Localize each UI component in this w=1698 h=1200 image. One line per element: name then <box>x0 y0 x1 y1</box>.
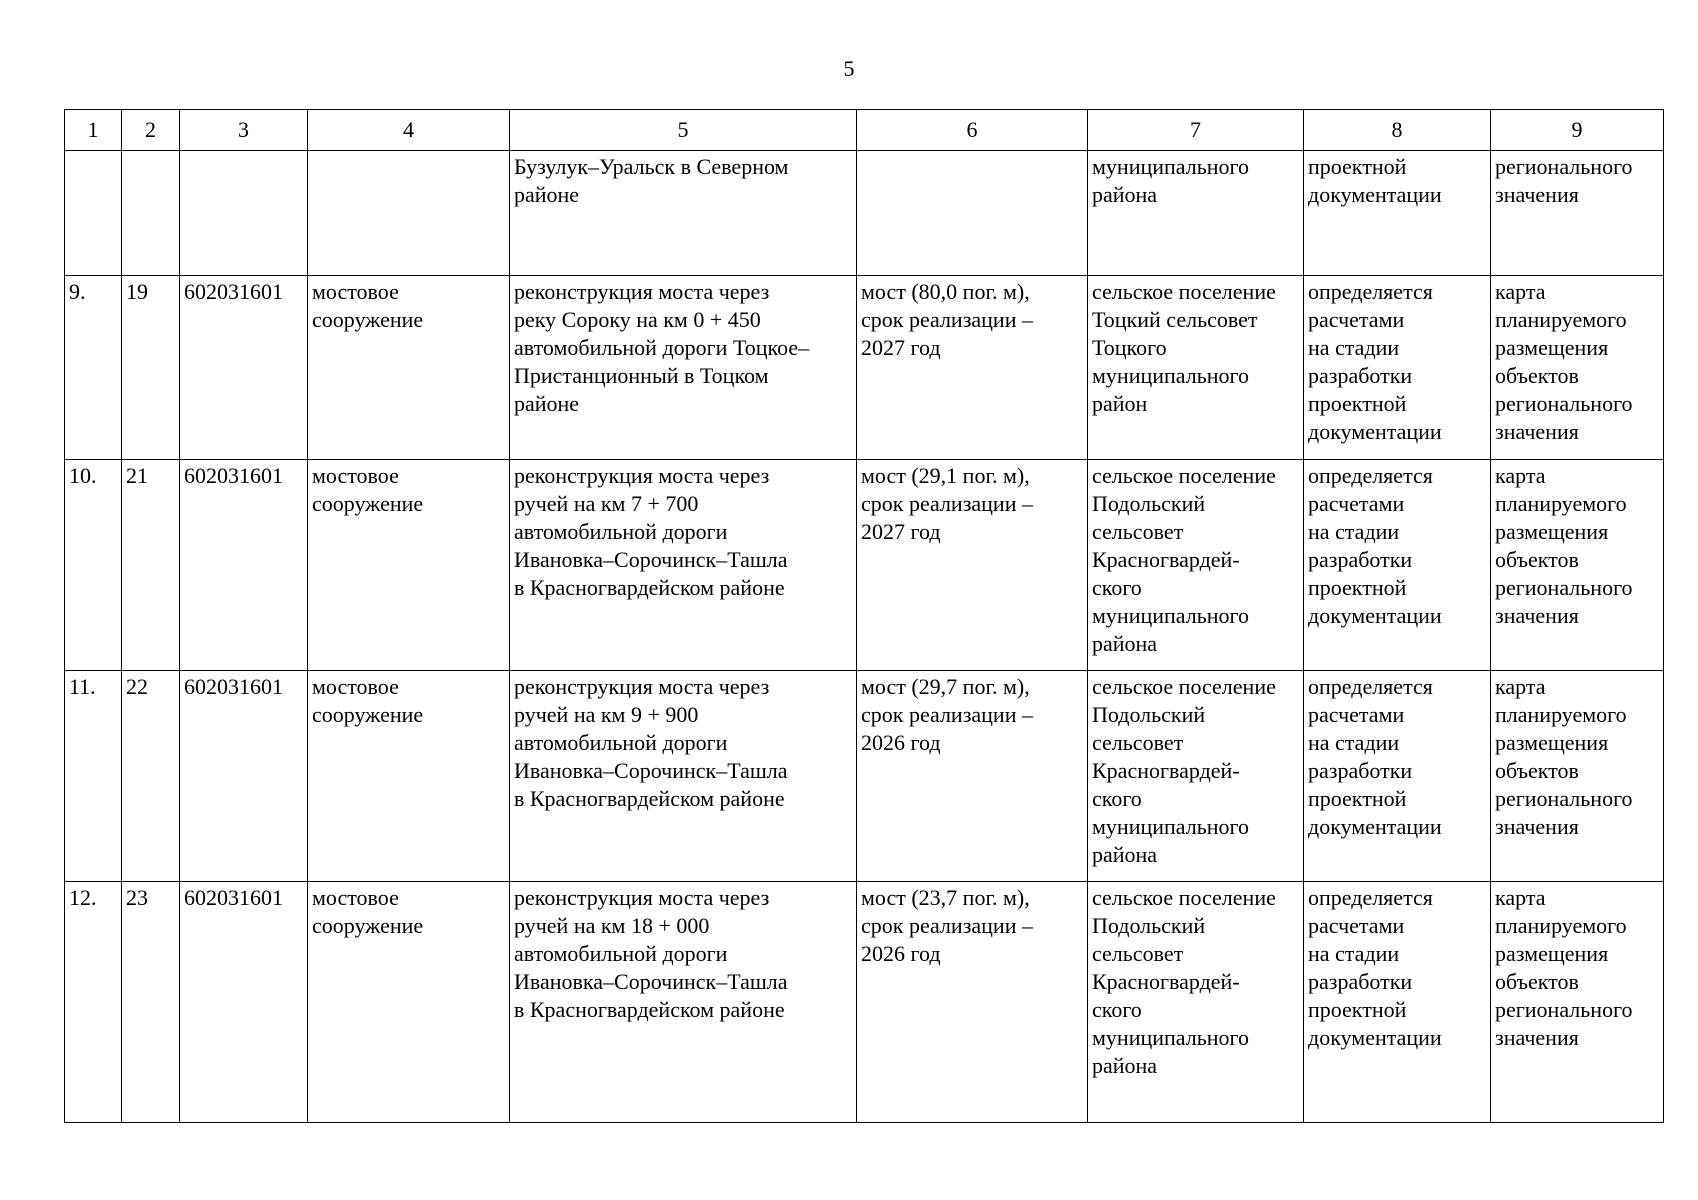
cell-item-number: 19 <box>122 276 180 460</box>
cell-row-number: 9. <box>65 276 122 460</box>
cell-zone: определяется расчетами на стадии разработки проектной документации <box>1304 882 1491 1123</box>
table-row <box>65 276 1664 460</box>
cell-map: карта планируемого размещения объектов регионального значения <box>1491 460 1664 671</box>
cell-location: сельское поселение Подольский сельсовет Красногвардей- ского муниципального района <box>1088 460 1304 671</box>
cell-item-number: 23 <box>122 882 180 1123</box>
cell-map: карта планируемого размещения объектов регионального значения <box>1491 882 1664 1123</box>
column-number-header: 5 <box>510 110 857 151</box>
column-number-header: 8 <box>1304 110 1491 151</box>
cell-description: реконструкция моста через ручей на км 18 + 000 автомобильной дороги Ивановка–Сорочинск–Ташла в Красногвардейском районе <box>510 882 857 1123</box>
cell-location: сельское поселение Подольский сельсовет Красногвардей- ского муниципального района <box>1088 671 1304 882</box>
column-number-header: 2 <box>122 110 180 151</box>
column-number-header: 3 <box>180 110 308 151</box>
cell-row-number: 12. <box>65 882 122 1123</box>
column-number-header: 1 <box>65 110 122 151</box>
cell-object-type <box>308 151 510 276</box>
table-row-continuation <box>65 151 1664 276</box>
cell-zone: определяется расчетами на стадии разработки проектной документации <box>1304 460 1491 671</box>
cell-row-number: 10. <box>65 460 122 671</box>
column-number-header: 9 <box>1491 110 1664 151</box>
cell-object-type: мостовое сооружение <box>308 460 510 671</box>
cell-row-number <box>65 151 122 276</box>
column-number-header: 7 <box>1088 110 1304 151</box>
cell-description: реконструкция моста через реку Сороку на км 0 + 450 автомобильной дороги Тоцкое– Пристанционный в Тоцком районе <box>510 276 857 460</box>
cell-characteristics <box>857 151 1088 276</box>
cell-map: регионального значения <box>1491 151 1664 276</box>
cell-characteristics: мост (80,0 пог. м), срок реализации – 2027 год <box>857 276 1088 460</box>
cell-zone: определяется расчетами на стадии разработки проектной документации <box>1304 671 1491 882</box>
page-number: 5 <box>843 56 855 81</box>
cell-characteristics: мост (23,7 пог. м), срок реализации – 2026 год <box>857 882 1088 1123</box>
cell-zone: определяется расчетами на стадии разработки проектной документации <box>1304 276 1491 460</box>
objects-table <box>64 109 1664 1123</box>
cell-item-number: 21 <box>122 460 180 671</box>
table-row <box>65 882 1664 1123</box>
column-number-row <box>65 110 1664 151</box>
table-row <box>65 460 1664 671</box>
cell-code <box>180 151 308 276</box>
cell-location: муниципального района <box>1088 151 1304 276</box>
cell-object-type: мостовое сооружение <box>308 671 510 882</box>
cell-location: сельское поселение Тоцкий сельсовет Тоцкого муниципального район <box>1088 276 1304 460</box>
cell-description: реконструкция моста через ручей на км 9 + 900 автомобильной дороги Ивановка–Сорочинск–Ташла в Красногвардейском районе <box>510 671 857 882</box>
cell-code: 602031601 <box>180 882 308 1123</box>
cell-characteristics: мост (29,7 пог. м), срок реализации – 2026 год <box>857 671 1088 882</box>
cell-location: сельское поселение Подольский сельсовет Красногвардей- ского муниципального района <box>1088 882 1304 1123</box>
cell-characteristics: мост (29,1 пог. м), срок реализации – 2027 год <box>857 460 1088 671</box>
cell-item-number <box>122 151 180 276</box>
cell-code: 602031601 <box>180 276 308 460</box>
cell-map: карта планируемого размещения объектов регионального значения <box>1491 276 1664 460</box>
column-number-header: 6 <box>857 110 1088 151</box>
cell-item-number: 22 <box>122 671 180 882</box>
table-row <box>65 671 1664 882</box>
cell-zone: проектной документации <box>1304 151 1491 276</box>
cell-object-type: мостовое сооружение <box>308 276 510 460</box>
cell-map: карта планируемого размещения объектов регионального значения <box>1491 671 1664 882</box>
cell-code: 602031601 <box>180 460 308 671</box>
column-number-header: 4 <box>308 110 510 151</box>
cell-row-number: 11. <box>65 671 122 882</box>
cell-code: 602031601 <box>180 671 308 882</box>
cell-description: реконструкция моста через ручей на км 7 + 700 автомобильной дороги Ивановка–Сорочинск–Ташла в Красногвардейском районе <box>510 460 857 671</box>
cell-object-type: мостовое сооружение <box>308 882 510 1123</box>
cell-description: Бузулук–Уральск в Северном районе <box>510 151 857 276</box>
